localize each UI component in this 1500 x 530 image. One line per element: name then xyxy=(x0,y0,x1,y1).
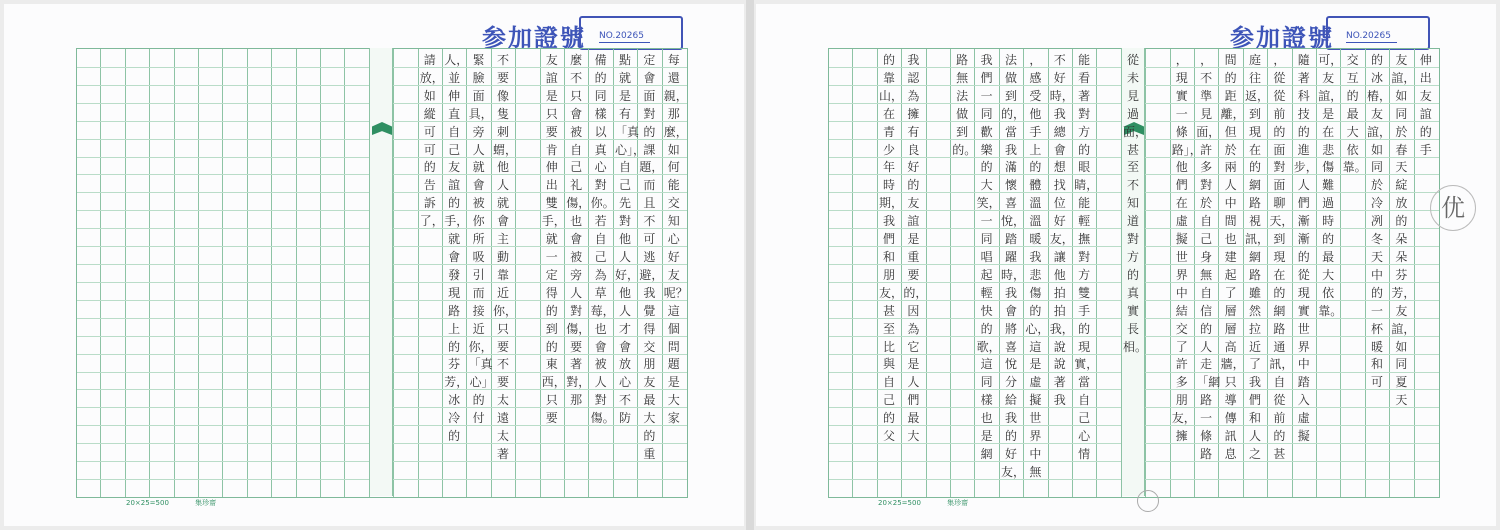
manuscript-column-text: 友誼，如同於春天綻放的朵朵芬芳，友誼，如同夏天 xyxy=(1391,53,1416,408)
manuscript-column-text: 路無法做到的。 xyxy=(952,53,977,157)
grid-column-line xyxy=(852,49,853,497)
manuscript-column-text: 可，友誼，是在悲傷難過時的最大依靠。 xyxy=(1318,53,1343,318)
grid-column-line xyxy=(1145,49,1146,497)
manuscript-column-text: ，現實一條路」，他們在虛擬世界中結交了許多朋友，擁 xyxy=(1171,53,1202,444)
circled-mark-icon xyxy=(1137,490,1159,512)
grid-column-line xyxy=(1170,49,1171,497)
grid-column-line xyxy=(1218,49,1219,497)
binding-gutter xyxy=(746,0,754,530)
grid-column-line xyxy=(877,49,878,497)
manuscript-column-text: 從未見過面，甚至不知道對方的真實長相。 xyxy=(1123,53,1148,354)
grid-column-line xyxy=(1414,49,1415,497)
grid-column-line xyxy=(1096,49,1097,497)
page-title: 参加證號 xyxy=(1230,23,1334,52)
grid-column-line xyxy=(344,49,345,497)
grid-column-line xyxy=(974,49,975,497)
grid-size-label: 20×25=500 xyxy=(878,499,921,507)
grid-column-line xyxy=(564,49,565,497)
manuscript-column-text: 隨著科技的進步，人們漸漸的從現實世界中踏入虛擬 xyxy=(1293,53,1318,444)
page-footer xyxy=(854,498,968,508)
grid-column-line xyxy=(393,49,394,497)
grid-column-line xyxy=(466,49,467,497)
manuscript-column-text: 緊臉面具，旁人就會被你所吸引而接近你，「真心」的付 xyxy=(468,53,493,426)
grid-column-line xyxy=(1267,49,1268,497)
manuscript-column-text: 點就是有「真心」，自己先對他人好，他人才會放心不防 xyxy=(615,53,646,426)
grid-column-line xyxy=(1072,49,1073,497)
grid-column-line xyxy=(1316,49,1317,497)
grid-column-line xyxy=(442,49,443,497)
manuscript-column-text: 庭往返，到現在的網路視訊，網路雖然拉近了我們和人之 xyxy=(1245,53,1270,461)
grid-column-line xyxy=(320,49,321,497)
manuscript-column-text: 交互的最大依靠。 xyxy=(1342,53,1367,175)
grid-column-line xyxy=(149,49,150,497)
grid-column-line xyxy=(613,49,614,497)
manuscript-column-text: ，不準見面，許多對於自己身無自信的人走「網路一條路 xyxy=(1196,53,1221,461)
grid-column-line xyxy=(271,49,272,497)
certificate-number: NO.20265 xyxy=(1346,31,1397,43)
grid-column-line xyxy=(296,49,297,497)
grid-column-line xyxy=(125,49,126,497)
certificate-number: NO.20265 xyxy=(599,31,650,43)
grid-column-line xyxy=(1292,49,1293,497)
manuscript-page-right xyxy=(756,4,1496,526)
grid-column-line xyxy=(515,49,516,497)
manuscript-column-text: 請放，如縱可可的告訴了， xyxy=(419,53,444,229)
manuscript-page-left xyxy=(4,4,744,526)
grid-column-line xyxy=(588,49,589,497)
manuscript-column-text: 伸出友誼的手 xyxy=(1419,53,1432,157)
manuscript-column-text: 不好時，我總會想找位好友，讓他拍拍我，說說著我 xyxy=(1049,53,1074,408)
grid-center-divider xyxy=(369,48,393,496)
publisher-label: 集珍齋 xyxy=(195,499,217,507)
manuscript-column-text: 我認為擁有良好的友誼是重要的，因為它是人們最大 xyxy=(903,53,928,444)
grid-column-line xyxy=(1340,49,1341,497)
grid-size-label: 20×25=500 xyxy=(126,499,169,507)
manuscript-column-text: 的冰樁，友誼，如同於冷冽冬天中的一杯暖和可 xyxy=(1367,53,1392,390)
grid-column-line xyxy=(198,49,199,497)
grid-column-line xyxy=(540,49,541,497)
manuscript-column-text: 間的距離，但於兩人中間也建起了層層高牆，只導傳訊息 xyxy=(1220,53,1245,461)
manuscript-column-text: 的靠山，在青少年時期，我們和朋友，甚至比與自己的父 xyxy=(879,53,904,444)
grid-column-line xyxy=(1194,49,1195,497)
certificate-number-box xyxy=(1326,16,1430,50)
manuscript-column-text: 我們一同歡樂的大笑，一同唱起輕快的歌，這同樣也是網 xyxy=(976,53,1001,461)
manuscript-column-text: 定會面對的課題，而且不可逃避，我覺得交朋友最大的重 xyxy=(639,53,664,461)
grid-column-line xyxy=(901,49,902,497)
manuscript-column-text: 能看著對方的眼睛，能輕撫對方雙手的現實，當自己心情 xyxy=(1074,53,1099,461)
manuscript-column-text: 友誼是只要肯伸出雙手，就一定得的到的東西，只要 xyxy=(541,53,566,426)
page-footer xyxy=(102,498,216,508)
grid-column-line xyxy=(1389,49,1390,497)
grid-column-line xyxy=(1048,49,1049,497)
manuscript-column-text: ，從從前的面對面聊天，到現在的網路通訊，自從前的甚 xyxy=(1269,53,1294,461)
grade-stamp: 优 xyxy=(1430,185,1476,231)
grid-column-line xyxy=(247,49,248,497)
grid-column-line xyxy=(926,49,927,497)
grid-column-line xyxy=(418,49,419,497)
manuscript-column-text: 每還親，那麼，如何能交知心好友呢？這個問題是大家 xyxy=(663,53,688,426)
grid-column-line xyxy=(222,49,223,497)
manuscript-column-text: 法做到的，當我滿懷喜悅，踏躍時，我會將喜悅分給我的好友， xyxy=(1001,53,1026,479)
manuscript-column-text: 麼不只會被自己礼傷，也會被旁人對傷，要著對，那 xyxy=(566,53,591,408)
manuscript-column-text: 人，並伸直自己友誼的手，就會發現路上的芬芳，冰冷的 xyxy=(444,53,469,444)
manuscript-column-text: 不要像隻刺蝟，他人就會主動靠近你，只要不要太遠太著 xyxy=(493,53,518,461)
publisher-label: 集珍齋 xyxy=(947,499,969,507)
page-title: 参加證號 xyxy=(482,23,586,52)
certificate-number-box xyxy=(579,16,683,50)
manuscript-column-text: 備的同樣以真心對你。若自己為草莓，也會被人對傷。 xyxy=(590,53,615,426)
grid-column-line xyxy=(1365,49,1366,497)
grid-column-line xyxy=(100,49,101,497)
grid-column-line xyxy=(999,49,1000,497)
manuscript-column-text: ，感受他手上的體溫溫暖我悲傷的心，這是虛擬世界中無 xyxy=(1025,53,1050,479)
grid-column-line xyxy=(174,49,175,497)
grid-column-line xyxy=(950,49,951,497)
